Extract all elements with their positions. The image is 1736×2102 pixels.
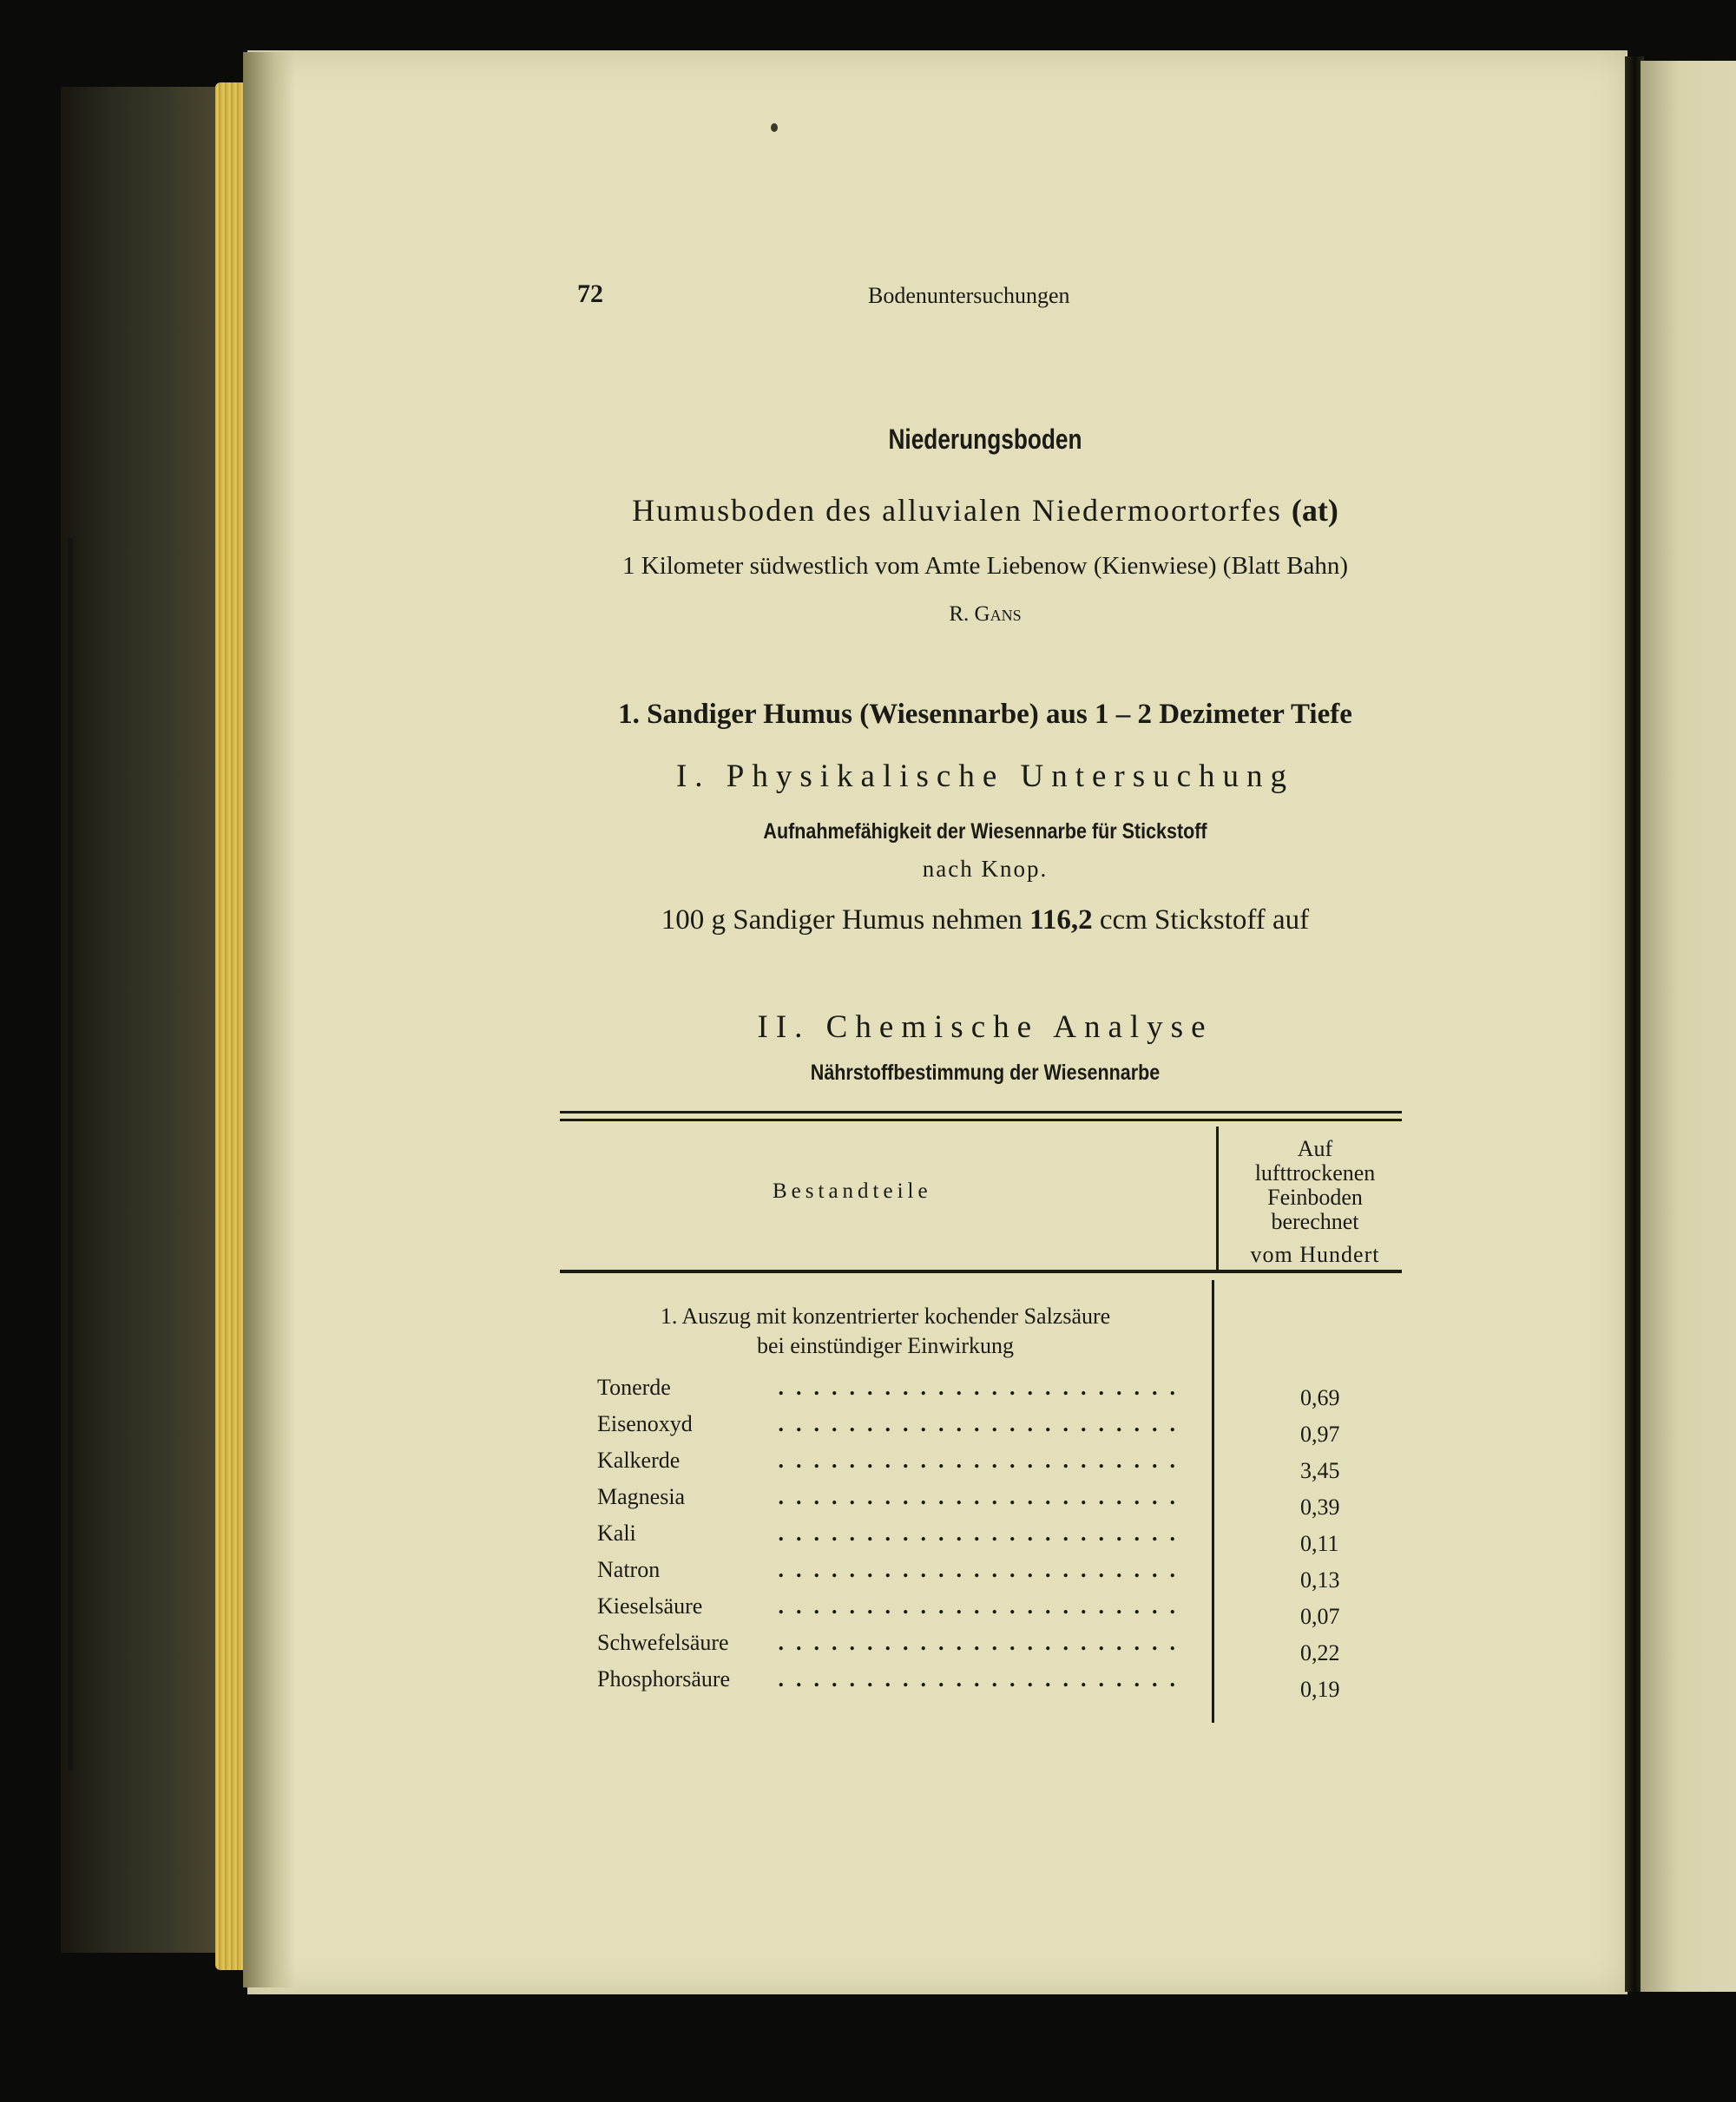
- leader-dots: .......................: [778, 1521, 1187, 1546]
- leader-dots: .......................: [778, 1666, 1187, 1691]
- header-line: Auf: [1297, 1136, 1333, 1161]
- running-title: Bodenuntersuchungen: [868, 283, 1070, 308]
- row-value: 0,69: [1300, 1385, 1340, 1410]
- row-value: 0,39: [1300, 1494, 1340, 1520]
- physical-result: [521, 904, 1450, 936]
- result-prefix: 100 g Sandiger Humus nehmen: [661, 904, 1023, 936]
- chemical-heading: II. Chemische Analyse: [757, 1009, 1213, 1045]
- table-row: [597, 1375, 1370, 1411]
- leader-dots: .......................: [778, 1630, 1187, 1655]
- row-label: Kalkerde: [597, 1448, 685, 1474]
- row-label: Eisenoxyd: [597, 1411, 698, 1437]
- row-label: Magnesia: [597, 1484, 690, 1510]
- result-value: 116,2: [1029, 904, 1093, 936]
- header-unit: vom Hundert: [1250, 1242, 1380, 1267]
- table-row: [597, 1411, 1370, 1448]
- row-label: Kieselsäure: [597, 1593, 707, 1619]
- column-header-constituents: Bestandteile: [773, 1179, 932, 1203]
- table-row: [597, 1521, 1370, 1557]
- extract-caption: [560, 1302, 1211, 1361]
- leader-dots: .......................: [778, 1411, 1187, 1436]
- table-top-rule: [560, 1111, 1402, 1113]
- physical-heading: I. Physikalische Untersuchung: [675, 759, 1295, 794]
- page-number: 72: [577, 279, 603, 308]
- gutter-shadow: [243, 52, 295, 1987]
- column-header-percent: [1220, 1137, 1410, 1267]
- header-line: berechnet: [1271, 1209, 1359, 1234]
- row-value: 0,11: [1300, 1531, 1339, 1556]
- subtitle-code: (at): [1291, 493, 1338, 528]
- row-label: Phosphorsäure: [597, 1666, 735, 1692]
- table-row: [597, 1630, 1370, 1666]
- sample-heading: 1. Sandiger Humus (Wiesennarbe) aus 1 – 2 Dezimeter Tiefe: [618, 699, 1352, 730]
- table-row: [597, 1484, 1370, 1521]
- leader-dots: .......................: [778, 1448, 1187, 1473]
- row-label: Schwefelsäure: [597, 1630, 734, 1656]
- sample-location: 1 Kilometer südwestlich vom Amte Liebenow (Kienwiese) (Blatt Bahn): [622, 552, 1348, 580]
- header-line: Feinboden: [1267, 1185, 1363, 1210]
- table-header-rule: [560, 1270, 1402, 1273]
- physical-method: nach Knop.: [922, 856, 1049, 882]
- row-value: 0,97: [1300, 1422, 1340, 1447]
- section-title: Niederungsboden: [888, 424, 1082, 455]
- row-label: Natron: [597, 1557, 665, 1583]
- table-row: [597, 1666, 1370, 1703]
- leader-dots: .......................: [778, 1593, 1187, 1619]
- extract-caption-line: bei einstündiger Einwirkung: [756, 1333, 1015, 1358]
- leader-dots: .......................: [778, 1557, 1187, 1582]
- row-value: 0,13: [1300, 1567, 1340, 1593]
- book-spine-line: [68, 538, 73, 1770]
- row-value: 0,07: [1300, 1604, 1340, 1629]
- table-row: [597, 1593, 1370, 1630]
- table-header-divider: [1216, 1127, 1219, 1272]
- table-row: [597, 1557, 1370, 1593]
- physical-caption: Aufnahmefähigkeit der Wiesennarbe für Stickstoff: [763, 819, 1207, 844]
- table-top-rule-inner: [560, 1119, 1402, 1121]
- author: R. Gans: [949, 602, 1022, 626]
- leader-dots: .......................: [778, 1484, 1187, 1509]
- table-row: [597, 1448, 1370, 1484]
- subtitle-text: Humusboden des alluvialen Niedermoortorfes: [632, 493, 1282, 528]
- leader-dots: .......................: [778, 1375, 1187, 1400]
- book-left-stack: [61, 87, 217, 1953]
- row-label: Tonerde: [597, 1375, 676, 1401]
- section-subtitle: [521, 492, 1450, 529]
- extract-caption-line: 1. Auszug mit konzentrierter kochender Salzsäure: [660, 1304, 1111, 1329]
- row-value: 0,22: [1300, 1640, 1340, 1665]
- facing-page-edge: [1641, 61, 1736, 1992]
- row-value: 0,19: [1300, 1677, 1340, 1702]
- row-label: Kali: [597, 1521, 641, 1547]
- chemical-caption: Nährstoffbestimmung der Wiesennarbe: [810, 1061, 1161, 1085]
- result-suffix: ccm Stickstoff auf: [1099, 904, 1310, 936]
- header-line: lufttrockenen: [1254, 1160, 1376, 1186]
- ink-speck: [771, 123, 778, 132]
- row-value: 3,45: [1300, 1458, 1340, 1483]
